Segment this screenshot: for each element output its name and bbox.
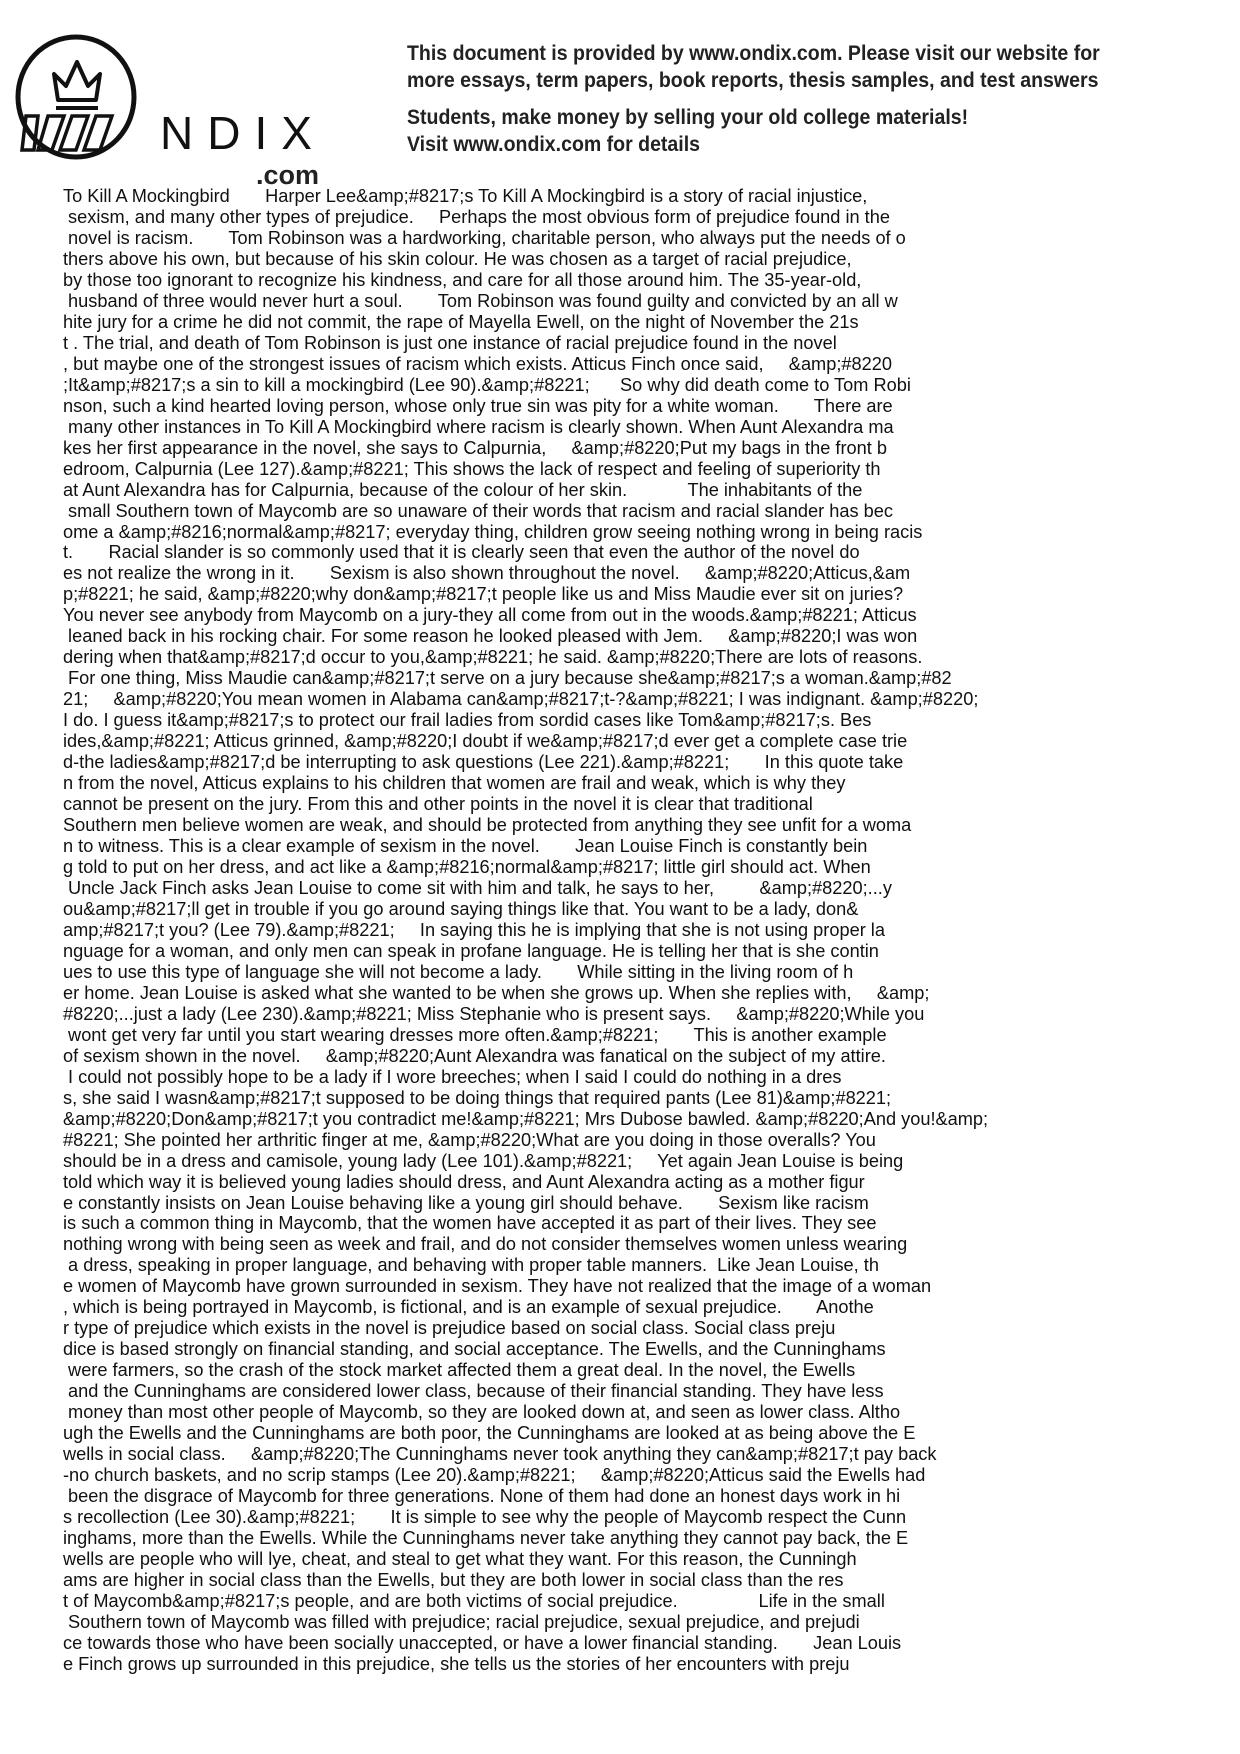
essay-line: s, she said I wasn&amp;#8217;t supposed to be doing things that required pants (Lee 81)&amp;#8221; xyxy=(63,1087,892,1108)
essay-line: ;It&amp;#8217;s a sin to kill a mockingbird (Lee 90).&amp;#8221; So why did death come to Tom Robi xyxy=(63,374,911,395)
essay-line: amp;#8217;t you? (Lee 79).&amp;#8221; In saying this he is implying that she is not using proper la xyxy=(63,919,885,940)
essay-line: sexism, and many other types of prejudice. Perhaps the most obvious form of prejudice found in the xyxy=(63,206,890,227)
essay-body xyxy=(63,186,988,1675)
ondix-logo xyxy=(14,34,326,190)
essay-line: should be in a dress and camisole, young lady (Lee 101).&amp;#8221; Yet again Jean Louise is being xyxy=(63,1150,904,1171)
essay-line: leaned back in his rocking chair. For some reason he looked pleased with Jem. &amp;#8220;I was won xyxy=(63,626,918,647)
essay-line: is such a common thing in Maycomb, that the women have accepted it as part of their lives. They see xyxy=(63,1213,877,1234)
essay-line: e constantly insists on Jean Louise behaving like a young girl should behave. Sexism like racism xyxy=(63,1192,869,1213)
essay-line: nguage for a woman, and only men can speak in profane language. He is telling her that is she contin xyxy=(63,940,879,961)
essay-line: ues to use this type of language she will not become a lady. While sitting in the living room of h xyxy=(63,961,854,982)
essay-line: For one thing, Miss Maudie can&amp;#8217;t serve on a jury because she&amp;#8217;s a woman.&amp;#82 xyxy=(63,668,952,689)
essay-line: t . The trial, and death of Tom Robinson is just one instance of racial prejudice found in the novel xyxy=(63,332,837,353)
banner-line: more essays, term papers, book reports, thesis samples, and test answers xyxy=(407,69,1099,92)
essay-line: ou&amp;#8217;ll get in trouble if you go around saying things like that. You want to be a lady, don& xyxy=(63,898,859,919)
essay-line: inghams, more than the Ewells. While the Cunninghams never take anything they cannot pay back, the E xyxy=(63,1528,909,1548)
essay-line: ugh the Ewells and the Cunninghams are both poor, the Cunninghams are looked at as being above the E xyxy=(63,1423,916,1444)
essay-line: I do. I guess it&amp;#8217;s to protect our frail ladies from sordid cases like Tom&amp;#8217;s. Bes xyxy=(63,710,872,731)
essay-line: ams are higher in social class than the Ewells, but they are both lower in social class than the res xyxy=(63,1569,844,1590)
essay-line: Southern town of Maycomb was filled with prejudice; racial prejudice, sexual prejudice, and prejudi xyxy=(63,1611,860,1632)
essay-line: novel is racism. Tom Robinson was a hardworking, charitable person, who always put the needs of o xyxy=(63,227,906,248)
essay-line: kes her first appearance in the novel, she says to Calpurnia, &amp;#8220;Put my bags in the front b xyxy=(63,437,887,458)
essay-line: of sexism shown in the novel. &amp;#8220;Aunt Alexandra was fanatical on the subject of my attire. xyxy=(63,1045,886,1066)
essay-line: es not realize the wrong in it. Sexism is also shown throughout the novel. &amp;#8220;Atticus,&am xyxy=(63,563,911,584)
essay-line: s recollection (Lee 30).&amp;#8221; It is simple to see why the people of Maycomb respect the Cunn xyxy=(63,1507,907,1528)
essay-line: Southern men believe women are weak, and should be protected from anything they see unfit for a woma xyxy=(63,815,912,836)
banner-line: This document is provided by www.ondix.com. Please visit our website for xyxy=(407,42,1100,65)
essay-line: , which is being portrayed in Maycomb, is fictional, and is an example of sexual prejudice. Anothe xyxy=(63,1297,874,1318)
essay-line: were farmers, so the crash of the stock market affected them a great deal. In the novel, the Ewells xyxy=(63,1360,856,1381)
essay-line: r type of prejudice which exists in the novel is prejudice based on social class. Social class preju xyxy=(63,1318,836,1339)
essay-line: by those too ignorant to recognize his kindness, and care for all those around him. The 35-year-old, xyxy=(63,269,862,290)
essay-line: &amp;#8220;Don&amp;#8217;t you contradict me!&amp;#8221; Mrs Dubose bawled. &amp;#8220;And you!&amp; xyxy=(63,1108,989,1129)
essay-line: dice is based strongly on financial standing, and social acceptance. The Ewells, and the Cunninghams xyxy=(63,1339,886,1360)
essay-line: e Finch grows up surrounded in this prejudice, she tells us the stories of her encounters with preju xyxy=(63,1653,850,1674)
essay-line: nson, such a kind hearted loving person, whose only true sin was pity for a white woman. There are xyxy=(63,395,893,416)
essay-line: #8221; She pointed her arthritic finger at me, &amp;#8220;What are you doing in those overalls? You xyxy=(63,1129,876,1150)
essay-line: dering when that&amp;#8217;d occur to you,&amp;#8221; he said. &amp;#8220;There are lots of reasons. xyxy=(63,647,923,668)
essay-line: hite jury for a crime he did not commit, the rape of Mayella Ewell, on the night of November the 21s xyxy=(63,311,859,332)
essay-line: n to witness. This is a clear example of sexism in the novel. Jean Louise Finch is constantly bein xyxy=(63,836,868,857)
essay-line: e women of Maycomb have grown surrounded in sexism. They have not realized that the image of a woman xyxy=(63,1276,932,1297)
essay-line: I could not possibly hope to be a lady if I wore breeches; when I said I could do nothing in a dres xyxy=(63,1066,842,1087)
essay-line: ome a &amp;#8216;normal&amp;#8217; everyday thing, children grow seeing nothing wrong in being racis xyxy=(63,521,923,542)
essay-line: edroom, Calpurnia (Lee 127).&amp;#8221; This shows the lack of respect and feeling of superiority th xyxy=(63,458,881,479)
logo-wordmark: NDIX xyxy=(160,107,326,159)
essay-line: -no church baskets, and no scrip stamps (Lee 20).&amp;#8221; &amp;#8220;Atticus said the Ewells had xyxy=(63,1465,926,1486)
essay-line: n from the novel, Atticus explains to his children that women are frail and weak, which is why they xyxy=(63,773,846,794)
essay-line: Uncle Jack Finch asks Jean Louise to come sit with him and talk, he says to her, &amp;#8220;...y xyxy=(63,877,892,898)
essay-line: wells in social class. &amp;#8220;The Cunninghams never took anything they can&amp;#8217;t pay back xyxy=(63,1444,937,1465)
essay-line: 21; &amp;#8220;You mean women in Alabama can&amp;#8217;t-?&amp;#8221; I was indignant. &amp;#8220; xyxy=(63,689,979,710)
essay-line: ce towards those who have been socially unaccepted, or have a lower financial standing. Jean Louis xyxy=(63,1632,902,1653)
essay-line: small Southern town of Maycomb are so unaware of their words that racism and racial slander has bec xyxy=(63,500,893,521)
essay-line: at Aunt Alexandra has for Calpurnia, because of the colour of her skin. The inhabitants of the xyxy=(63,479,863,500)
essay-line: t of Maycomb&amp;#8217;s people, and are both victims of social prejudice. Life in the small xyxy=(63,1590,885,1611)
logo-domain-suffix: .com xyxy=(256,160,320,190)
essay-line: er home. Jean Louise is asked what she wanted to be when she grows up. When she replies with, &amp; xyxy=(63,982,930,1003)
essay-line: been the disgrace of Maycomb for three generations. None of them had done an honest days work in hi xyxy=(63,1486,901,1507)
essay-line: cannot be present on the jury. From this and other points in the novel it is clear that traditional xyxy=(63,794,813,815)
banner-line: Students, make money by selling your old college materials! xyxy=(407,106,969,129)
essay-line: husband of three would never hurt a soul. Tom Robinson was found guilty and convicted by an all w xyxy=(63,290,898,311)
essay-line: wells are people who will lye, cheat, and steal to get what they want. For this reason, the Cunningh xyxy=(63,1548,857,1569)
crown-circle-icon xyxy=(14,34,144,162)
essay-line: told which way it is believed young ladies should dress, and Aunt Alexandra acting as a mother figur xyxy=(63,1171,865,1192)
essay-line: many other instances in To Kill A Mockingbird where racism is clearly shown. When Aunt Alexandra ma xyxy=(63,416,894,437)
essay-line: money than most other people of Maycomb, so they are looked down at, and seen as lower class. Altho xyxy=(63,1402,901,1423)
essay-line: You never see anybody from Maycomb on a jury-they all come from out in the woods.&amp;#8221; Atticus xyxy=(63,605,917,626)
essay-line: nothing wrong with being seen as week and frail, and do not consider themselves women unless wearing xyxy=(63,1234,908,1255)
essay-line: thers above his own, but because of his skin colour. He was chosen as a target of racial prejudice, xyxy=(63,248,852,269)
essay-line: and the Cunninghams are considered lower class, because of their financial standing. They have less xyxy=(63,1381,884,1402)
essay-line: wont get very far until you start wearing dresses more often.&amp;#8221; This is another example xyxy=(63,1024,887,1045)
essay-line: ides,&amp;#8221; Atticus grinned, &amp;#8220;I doubt if we&amp;#8217;d ever get a complete case trie xyxy=(63,731,908,752)
essay-line: t. Racial slander is so commonly used that it is clearly seen that even the author of the novel do xyxy=(63,542,860,563)
essay-line: a dress, speaking in proper language, and behaving with proper table manners. Like Jean Louise, th xyxy=(63,1255,879,1276)
essay-line: #8220;...just a lady (Lee 230).&amp;#8221; Miss Stephanie who is present says. &amp;#8220;While you xyxy=(63,1003,925,1024)
essay-line: d-the ladies&amp;#8217;d be interrupting to ask questions (Lee 221).&amp;#8221; In this quote take xyxy=(63,752,904,773)
banner-line: Visit www.ondix.com for details xyxy=(407,133,701,156)
essay-line: p;#8221; he said, &amp;#8220;why don&amp;#8217;t people like us and Miss Maudie ever sit on juries? xyxy=(63,584,904,605)
essay-line: To Kill A Mockingbird Harper Lee&amp;#8217;s To Kill A Mockingbird is a story of racial injustice, xyxy=(63,186,868,206)
essay-line: , but maybe one of the strongest issues of racism which exists. Atticus Finch once said, &amp;#8220 xyxy=(63,353,892,374)
promo-banner xyxy=(407,40,1237,158)
essay-line: g told to put on her dress, and act like a &amp;#8216;normal&amp;#8217; little girl should act. When xyxy=(63,857,871,877)
